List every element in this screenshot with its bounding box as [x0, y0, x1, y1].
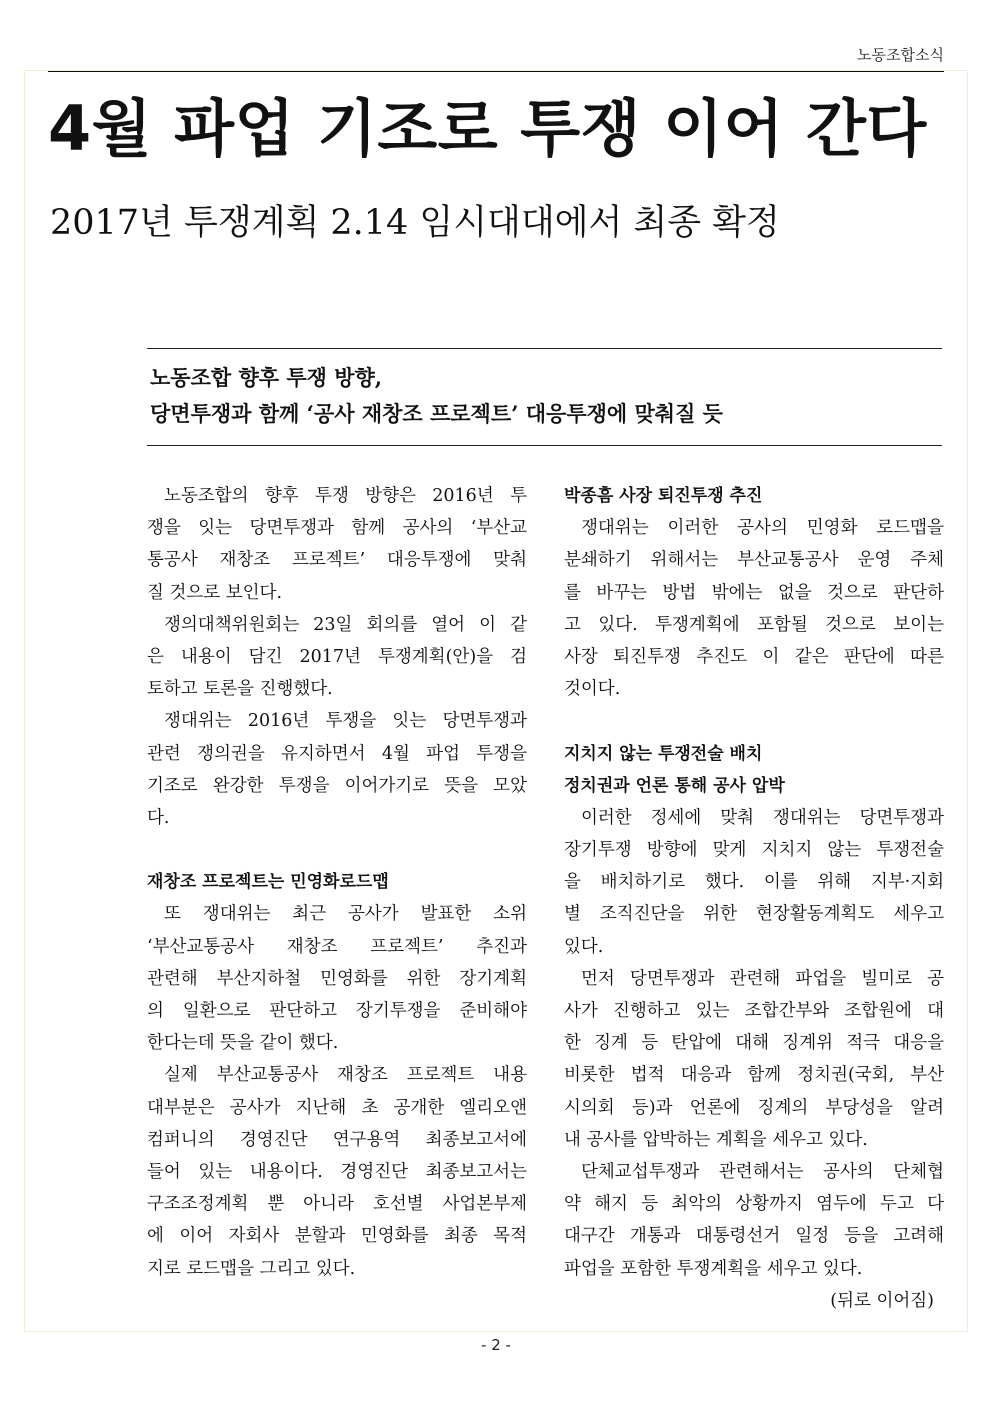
body-line: 내 공사를 압박하는 계획을 세우고 있다. — [564, 1129, 868, 1150]
body-line: 통공사 재창조 프로젝트’ 대응투쟁에 맞춰 — [147, 550, 527, 571]
body-line: 파업을 포함한 투쟁계획을 세우고 있다. — [564, 1258, 863, 1279]
body-line: 고 있다. 투쟁계획에 포함될 것으로 보이는 — [564, 614, 944, 635]
section-heading: 박종흠 사장 퇴진투쟁 추진 — [564, 486, 763, 506]
body-line: 비롯한 법적 대응과 함께 정치권(국회, 부산 — [564, 1065, 944, 1086]
body-line: 한다는데 뜻을 같이 했다. — [147, 1033, 339, 1054]
section-heading: 재창조 프로젝트는 민영화로드맵 — [147, 872, 389, 893]
body-line: 먼저 당면투쟁과 관련해 파업을 빌미로 공 — [581, 968, 944, 989]
section-label: 노동조합소식 — [857, 46, 944, 64]
body-line: 구조조정계획 뿐 아니라 호선별 사업본부제 — [147, 1194, 527, 1215]
body-line: 쟁을 잇는 당면투쟁과 함께 공사의 ‘부산교 — [147, 518, 527, 539]
section-heading: 지치지 않는 투쟁전술 배치 — [564, 743, 763, 764]
right-column — [564, 480, 944, 1317]
body-line: 분쇄하기 위해서는 부산교통공사 운영 주체 — [564, 550, 944, 571]
body-line: 시의회 등)과 언론에 징계의 부당성을 알려 — [564, 1097, 944, 1118]
body-line: 이러한 정세에 맞춰 쟁대위는 당면투쟁과 — [581, 807, 944, 828]
body-line: 토하고 토론을 진행했다. — [147, 679, 333, 700]
body-line: 실제 부산교통공사 재창조 프로젝트 내용 — [164, 1065, 527, 1086]
headline: 4월 파업 기조로 투쟁 이어 간다 — [48, 92, 927, 165]
body-line: 컴퍼니의 경영진단 연구용역 최종보고서에 — [147, 1129, 527, 1150]
body-line: 질 것으로 보인다. — [147, 582, 283, 603]
body-line: 있다. — [564, 936, 604, 957]
body-line: 노동조합의 향후 투쟁 방향은 2016년 투 — [164, 486, 527, 506]
body-line: 별 조직진단을 위한 현장활동계획도 세우고 — [564, 904, 944, 925]
body-line: 쟁대위는 이러한 공사의 민영화 로드맵을 — [581, 518, 944, 539]
subheadline: 2017년 투쟁계획 2.14 임시대대에서 최종 확정 — [50, 203, 780, 243]
body-line: 또 쟁대위는 최근 공사가 발표한 소위 — [164, 904, 527, 925]
deck-bottom-rule — [147, 445, 942, 446]
body-line: 은 내용이 담긴 2017년 투쟁계획(안)을 검 — [147, 646, 527, 667]
body-line: 관련 쟁의권을 유지하면서 4월 파업 투쟁을 — [147, 743, 527, 764]
body-line: ‘부산교통공사 재창조 프로젝트’ 추진과 — [147, 936, 527, 957]
body-line: 을 배치하기로 했다. 이를 위해 지부·지회 — [564, 872, 944, 893]
body-line: 지로 로드맵을 그리고 있다. — [147, 1258, 356, 1279]
body-line: 사가 진행하고 있는 조합간부와 조합원에 대 — [564, 1001, 944, 1021]
body-line: 에 이어 자회사 분할과 민영화를 최종 목적 — [147, 1226, 527, 1247]
body-line: 약 해지 등 최악의 상황까지 염두에 두고 다 — [564, 1194, 944, 1215]
body-line: 관련해 부산지하철 민영화를 위한 장기계획 — [147, 968, 527, 989]
body-line: 대구간 개통과 대통령선거 일정 등을 고려해 — [564, 1226, 944, 1247]
body-line: 기조로 완강한 투쟁을 이어가기로 뜻을 모았 — [147, 775, 527, 796]
deck-line-1: 노동조합 향후 투쟁 방향, — [150, 365, 383, 390]
body-line: 쟁의대책위원회는 23일 회의를 열어 이 같 — [164, 614, 527, 635]
body-line: 대부분은 공사가 지난해 초 공개한 엘리오앤 — [147, 1097, 527, 1118]
body-line: 의 일환으로 판단하고 장기투쟁을 준비해야 — [147, 1001, 527, 1021]
body-line: 쟁대위는 2016년 투쟁을 잇는 당면투쟁과 — [164, 711, 527, 732]
body-line: 한 징계 등 탄압에 대해 징계위 적극 대응을 — [564, 1033, 944, 1054]
body-line: 장기투쟁 방향에 맞게 지치지 않는 투쟁전술 — [564, 840, 944, 861]
page-number: - 2 - — [481, 1336, 511, 1354]
header-divider — [48, 71, 944, 72]
deck-top-rule — [147, 348, 942, 349]
paragraph-gap — [147, 834, 527, 866]
body-line: 들어 있는 내용이다. 경영진단 최종보고서는 — [147, 1161, 527, 1182]
body-line: 것이다. — [564, 679, 621, 700]
continued-note: (뒤로 이어짐) — [830, 1290, 934, 1311]
section-heading: 정치권과 언론 통해 공사 압박 — [564, 775, 785, 796]
deck — [150, 360, 940, 432]
left-column — [147, 480, 527, 1285]
body-line: 사장 퇴진투쟁 추진도 이 같은 판단에 따른 — [564, 646, 944, 667]
body-line: 단체교섭투쟁과 관련해서는 공사의 단체협 — [581, 1161, 944, 1182]
paragraph-gap — [564, 705, 944, 737]
deck-line-2: 당면투쟁과 함께 ‘공사 재창조 프로젝트’ 대응투쟁에 맞춰질 듯 — [150, 401, 723, 426]
body-line: 를 바꾸는 방법 밖에는 없을 것으로 판단하 — [564, 582, 944, 603]
body-line: 다. — [147, 807, 170, 828]
